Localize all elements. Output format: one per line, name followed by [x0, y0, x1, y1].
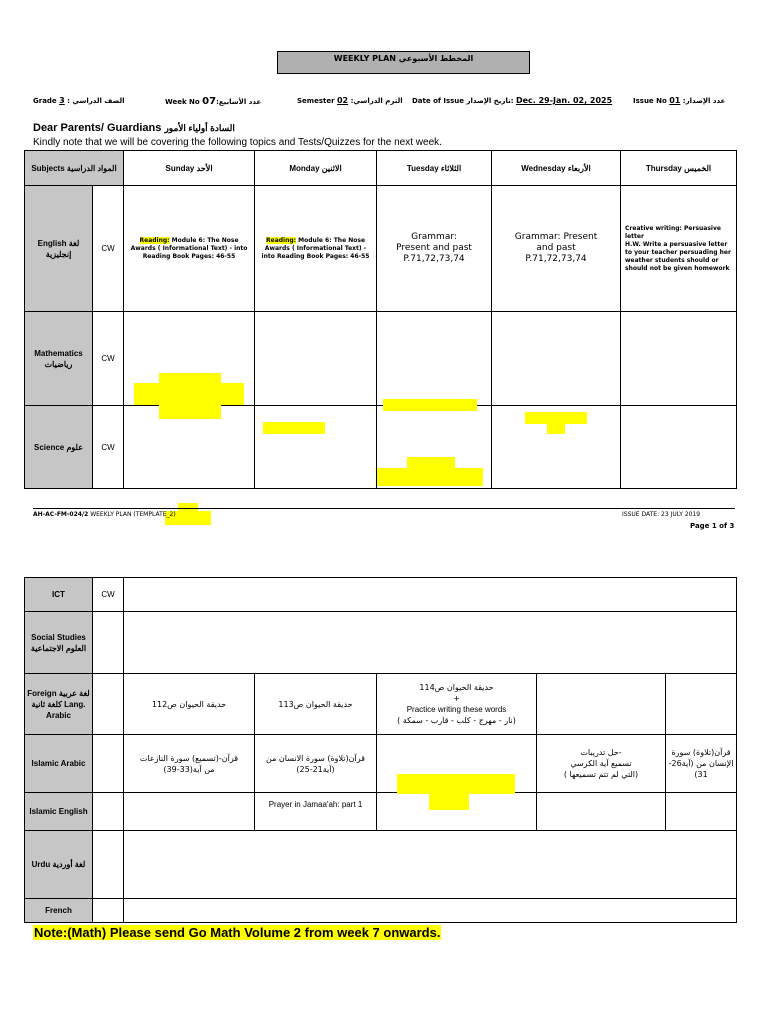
grade-value: 3: [59, 96, 65, 105]
blank-cell: [93, 612, 124, 674]
form-code: AH-AC-FM-024/2 WEEKLY PLAN (TEMPLATE_2): [33, 511, 176, 518]
row-urdu: [25, 831, 737, 899]
foreign-sunday: حديقة الحيوان ص112: [124, 674, 255, 735]
english-thursday: Creative writing: Persuasive letter H.W. Write a persuasive letter to your teacher persuading her weather students should or should not be given homework: [621, 186, 737, 312]
subject-english: English لغة إنجليزية: [25, 186, 93, 312]
redaction-mark: [429, 792, 469, 810]
col-wednesday: Wednesday الأربعاء: [492, 151, 621, 186]
foreign-thursday: [666, 674, 737, 735]
subject-islamic-arabic: Islamic Arabic: [25, 735, 93, 793]
semester-info: Semester الترم الدراسي: 02: [297, 96, 403, 105]
english-wednesday: Grammar: Present and past P.71,72,73,74: [492, 186, 621, 312]
weekly-plan-table-2: [24, 577, 737, 923]
science-monday: [255, 406, 377, 489]
cw-label: CW: [93, 186, 124, 312]
row-english: [25, 186, 737, 312]
week-info: Week No عدد الأسابيع:07: [165, 96, 262, 107]
blank-cell: [93, 899, 124, 923]
redaction-mark: [383, 399, 477, 411]
weekly-plan-table-1: [24, 150, 737, 489]
math-sunday: [124, 312, 255, 406]
issue-date: ISSUE DATE: 23 JULY 2019: [622, 511, 701, 518]
islamic-arabic-wednesday: حل تدريبات- تسميع آية الكرسي ( التي لم تتم تسميعها): [537, 735, 666, 793]
cw-label: CW: [93, 312, 124, 406]
col-thursday: Thursday الخميس: [621, 151, 737, 186]
foreign-wednesday: [537, 674, 666, 735]
redaction-mark: [397, 774, 515, 794]
semester-value: 02: [336, 96, 349, 105]
blank-cell: [93, 831, 124, 899]
date-value: Dec. 29-Jan. 02, 2025: [515, 96, 613, 105]
issue-value: 01: [669, 96, 681, 105]
page-number: Page 1 of 3: [690, 522, 735, 530]
col-subjects: Subjects المواد الدراسية: [25, 151, 124, 186]
subject-social: Social Studies العلوم الاجتماعية: [25, 612, 93, 674]
english-sunday: Reading: Module 6: The Nose Awards ( Informational Text) - into Reading Book Pages: 46-55: [124, 186, 255, 312]
subject-ict: ICT: [25, 578, 93, 612]
cw-label: CW: [93, 406, 124, 489]
islamic-english-monday: Prayer in Jamaa'ah: part 1: [255, 793, 377, 831]
redaction-mark: [263, 422, 325, 434]
col-monday: Monday الاثنين: [255, 151, 377, 186]
issue-info: Issue No عدد الإصدار: 01: [633, 96, 726, 105]
row-islamic-arabic: [25, 735, 737, 793]
islamic-arabic-tuesday: [377, 735, 537, 793]
subject-science: Science علوم: [25, 406, 93, 489]
blank-cell: [93, 793, 124, 831]
subject-foreign: Foreign لغة عربية كلغة ثانية Lang. Arabic: [25, 674, 93, 735]
islamic-english-thursday: [666, 793, 737, 831]
intro-note: Kindly note that we will be covering the following topics and Tests/Quizzes for the next week.: [33, 137, 442, 148]
redaction-mark: [159, 373, 221, 419]
row-science: [25, 406, 737, 489]
col-sunday: Sunday الأحد: [124, 151, 255, 186]
blank-cell: [93, 674, 124, 735]
ict-content: [124, 578, 737, 612]
islamic-arabic-monday: قرآن(تلاوة) سورة الانسان من (آية21-25): [255, 735, 377, 793]
plan-title: WEEKLY PLAN المخطط الأسبوعي: [277, 51, 530, 74]
social-content: [124, 612, 737, 674]
row-math: [25, 312, 737, 406]
row-islamic-english: [25, 793, 737, 831]
math-wednesday: [492, 312, 621, 406]
week-value: 07: [202, 96, 217, 107]
grade-info: Grade الصف الدراسي : 3: [33, 96, 125, 105]
redaction-mark: [377, 468, 483, 486]
subject-islamic-english: Islamic English: [25, 793, 93, 831]
islamic-arabic-sunday: قرآن-(تسميع) سورة النازعات من آية(33-39): [124, 735, 255, 793]
math-thursday: [621, 312, 737, 406]
row-foreign: [25, 674, 737, 735]
cw-label: CW: [93, 578, 124, 612]
urdu-content: [124, 831, 737, 899]
french-content: [124, 899, 737, 923]
col-tuesday: Tuesday الثلاثاء: [377, 151, 492, 186]
science-thursday: [621, 406, 737, 489]
islamic-english-sunday: [124, 793, 255, 831]
english-monday: Reading: Module 6: The Nose Awards ( Informational Text) - into Reading Book Pages: 46-55: [255, 186, 377, 312]
islamic-english-wednesday: [537, 793, 666, 831]
row-social: [25, 612, 737, 674]
row-french: [25, 899, 737, 923]
english-tuesday: Grammar: Present and past P.71,72,73,74: [377, 186, 492, 312]
math-monday: [255, 312, 377, 406]
subject-math: Mathematics رياضيات: [25, 312, 93, 406]
science-tuesday: [377, 406, 492, 489]
math-note: Note:(Math) Please send Go Math Volume 2 from week 7 onwards.: [34, 925, 441, 940]
date-info: Date of Issue تاريخ الإصدار: Dec. 29-Jan. 02, 2025: [412, 96, 613, 105]
blank-cell: [93, 735, 124, 793]
redaction-mark: [407, 457, 455, 469]
subject-french: French: [25, 899, 93, 923]
greeting: Dear Parents/ Guardians السادة أولياء الأمور: [33, 122, 235, 134]
foreign-tuesday: حديقة الحيوان ص114 + Practice writing these words ( نار - مهرج - كلب - قارب - سمكة): [377, 674, 537, 735]
islamic-arabic-thursday: قرآن(تلاوة) سورة الإنسان من (آية26-31): [666, 735, 737, 793]
foreign-monday: حديقة الحيوان ص113: [255, 674, 377, 735]
footer-rule: [33, 508, 735, 509]
redaction-mark: [547, 419, 565, 434]
math-tuesday: [377, 312, 492, 406]
row-ict: [25, 578, 737, 612]
subject-urdu: Urdu لغة أوردية: [25, 831, 93, 899]
